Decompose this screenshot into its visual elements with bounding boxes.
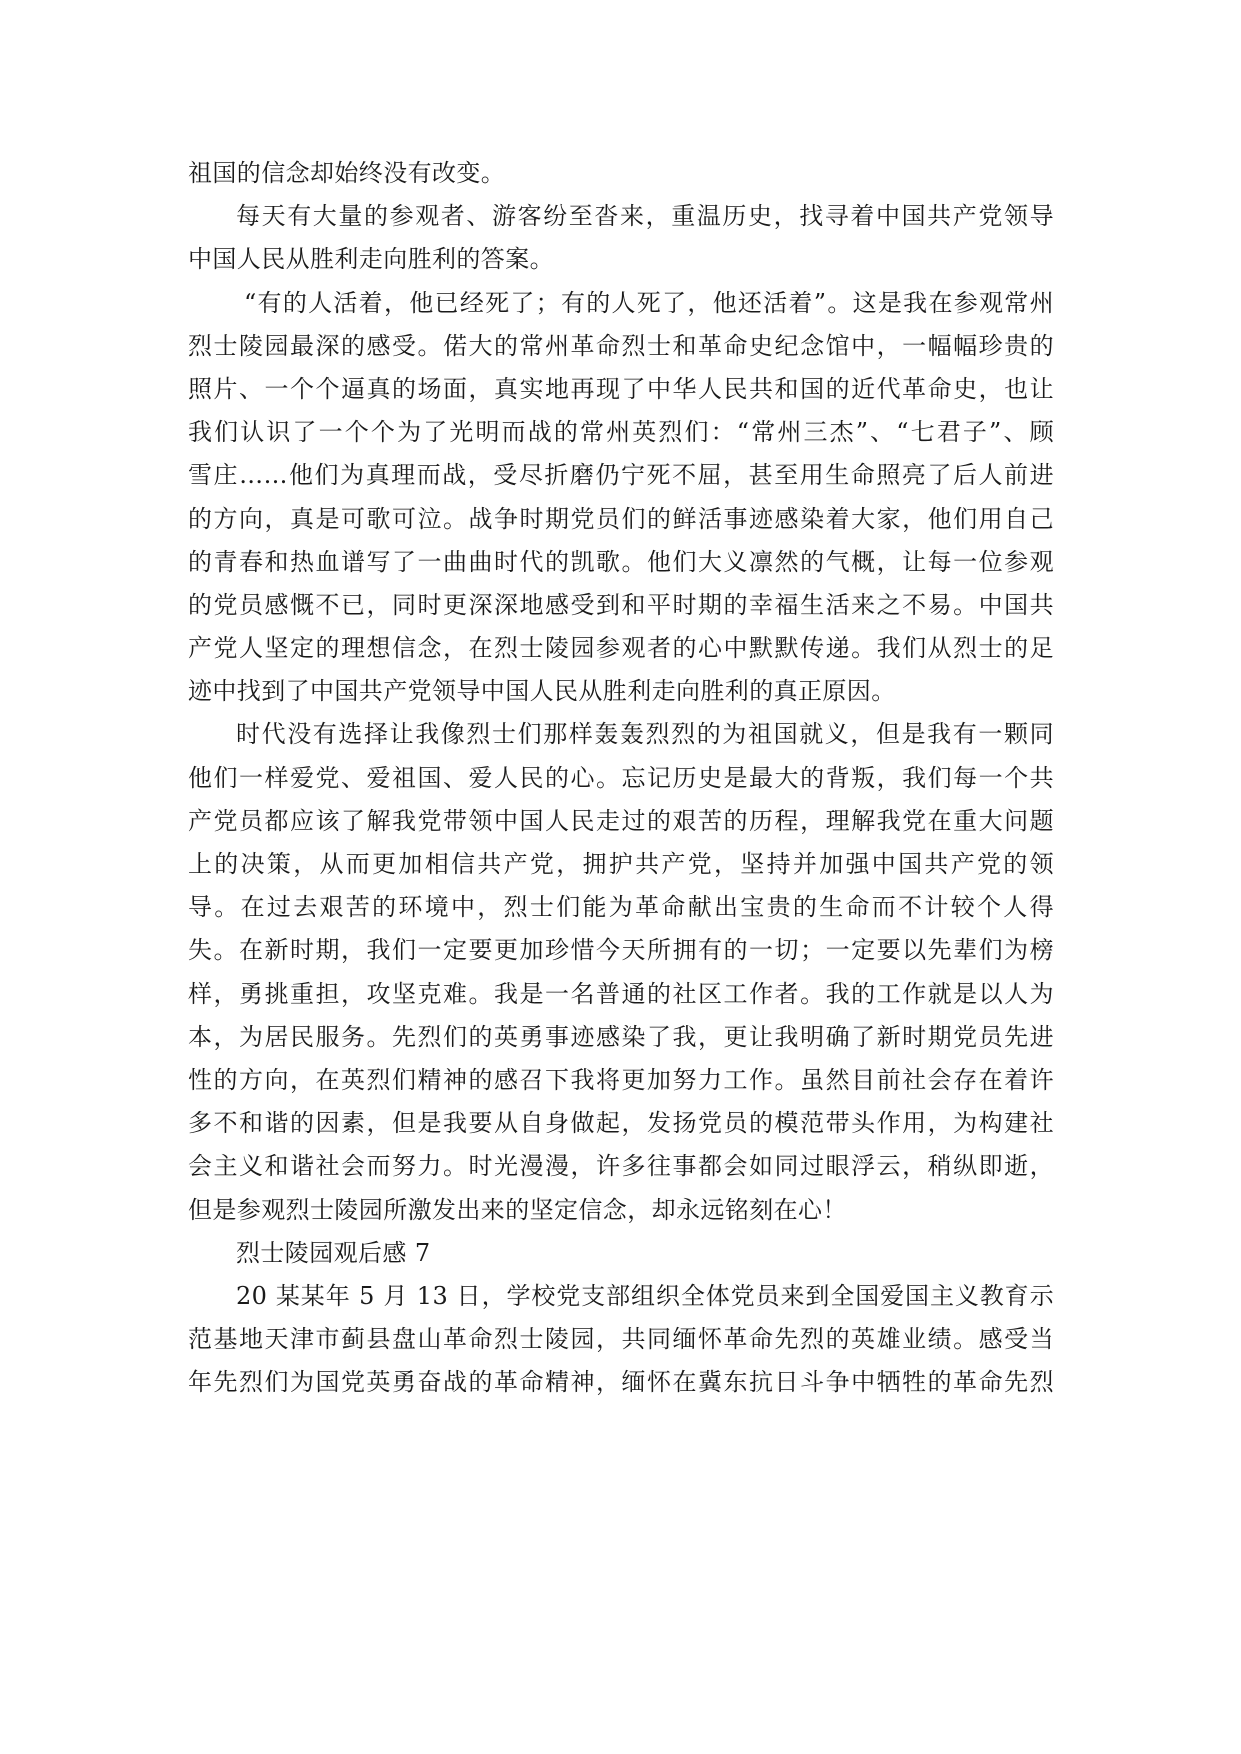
document-body — [188, 152, 1054, 1404]
text-line: 本，为居民服务。先烈们的英勇事迹感染了我，更让我明确了新时期党员先进 — [188, 1022, 1054, 1051]
text-line: 年先烈们为国党英勇奋战的革命精神，缅怀在冀东抗日斗争中牺牲的革命先烈 — [188, 1368, 1054, 1397]
text-line: 产党人坚定的理想信念，在烈士陵园参观者的心中默默传递。我们从烈士的足 — [188, 634, 1054, 663]
text-line: 每天有大量的参观者、游客纷至沓来，重温历史，找寻着中国共产党领导 — [236, 202, 1054, 231]
text-line: “有的人活着，他已经死了；有的人死了，他还活着”。这是我在参观常州 — [244, 288, 1054, 317]
text-line: 多不和谐的因素，但是我要从自身做起，发扬党员的模范带头作用，为构建社 — [188, 1109, 1054, 1138]
text-line: 的方向，真是可歌可泣。战争时期党员们的鲜活事迹感染着大家，他们用自己 — [188, 504, 1054, 533]
text-line: 性的方向，在英烈们精神的感召下我将更加努力工作。虽然目前社会存在着许 — [188, 1065, 1054, 1094]
text-line: 时代没有选择让我像烈士们那样轰轰烈烈的为祖国就义，但是我有一颗同 — [236, 720, 1054, 749]
text-line: 烈士陵园最深的感受。偌大的常州革命烈士和革命史纪念馆中，一幅幅珍贵的 — [188, 331, 1054, 360]
text-line: 上的决策，从而更加相信共产党，拥护共产党，坚持并加强中国共产党的领 — [188, 850, 1054, 878]
text-line: 失。在新时期，我们一定要更加珍惜今天所拥有的一切；一定要以先辈们为榜 — [188, 936, 1054, 965]
text-line: 迹中找到了中国共产党领导中国人民从胜利走向胜利的真正原因。 — [188, 677, 896, 706]
section-heading: 烈士陵园观后感 7 — [236, 1238, 431, 1267]
text-line: 照片、一个个逼真的场面，真实地再现了中华人民共和国的近代革命史，也让 — [188, 374, 1054, 403]
text-line: 中国人民从胜利走向胜利的答案。 — [188, 245, 554, 274]
text-line: 样，勇挑重担，攻坚克难。我是一名普通的社区工作者。我的工作就是以人为 — [188, 979, 1054, 1008]
text-line: 雪庄……他们为真理而战，受尽折磨仍宁死不屈，甚至用生命照亮了后人前进 — [188, 461, 1054, 490]
text-line: 祖国的信念却始终没有改变。 — [188, 159, 506, 187]
text-line: 他们一样爱党、爱祖国、爱人民的心。忘记历史是最大的背叛，我们每一个共 — [188, 763, 1054, 792]
text-line: 的青春和热血谱写了一曲曲时代的凯歌。他们大义凛然的气概，让每一位参观 — [188, 547, 1054, 576]
text-line: 导。在过去艰苦的环境中，烈士们能为革命献出宝贵的生命而不计较个人得 — [188, 893, 1054, 922]
text-line: 的党员感慨不已，同时更深深地感受到和平时期的幸福生活来之不易。中国共 — [188, 590, 1054, 619]
text-line: 范基地天津市蓟县盘山革命烈士陵园，共同缅怀革命先烈的英雄业绩。感受当 — [188, 1325, 1054, 1354]
text-line: 但是参观烈士陵园所激发出来的坚定信念，却永远铭刻在心！ — [188, 1195, 847, 1224]
text-line: 会主义和谐社会而努力。时光漫漫，许多往事都会如同过眼浮云，稍纵即逝， — [188, 1152, 1054, 1181]
text-line: 20 某某年 5 月 13 日，学校党支部组织全体党员来到全国爱国主义教育示 — [236, 1281, 1054, 1310]
text-line: 产党员都应该了解我党带领中国人民走过的艰苦的历程，理解我党在重大问题 — [188, 806, 1054, 835]
text-line: 我们认识了一个个为了光明而战的常州英烈们：“常州三杰”、“七君子”、顾 — [188, 418, 1054, 447]
